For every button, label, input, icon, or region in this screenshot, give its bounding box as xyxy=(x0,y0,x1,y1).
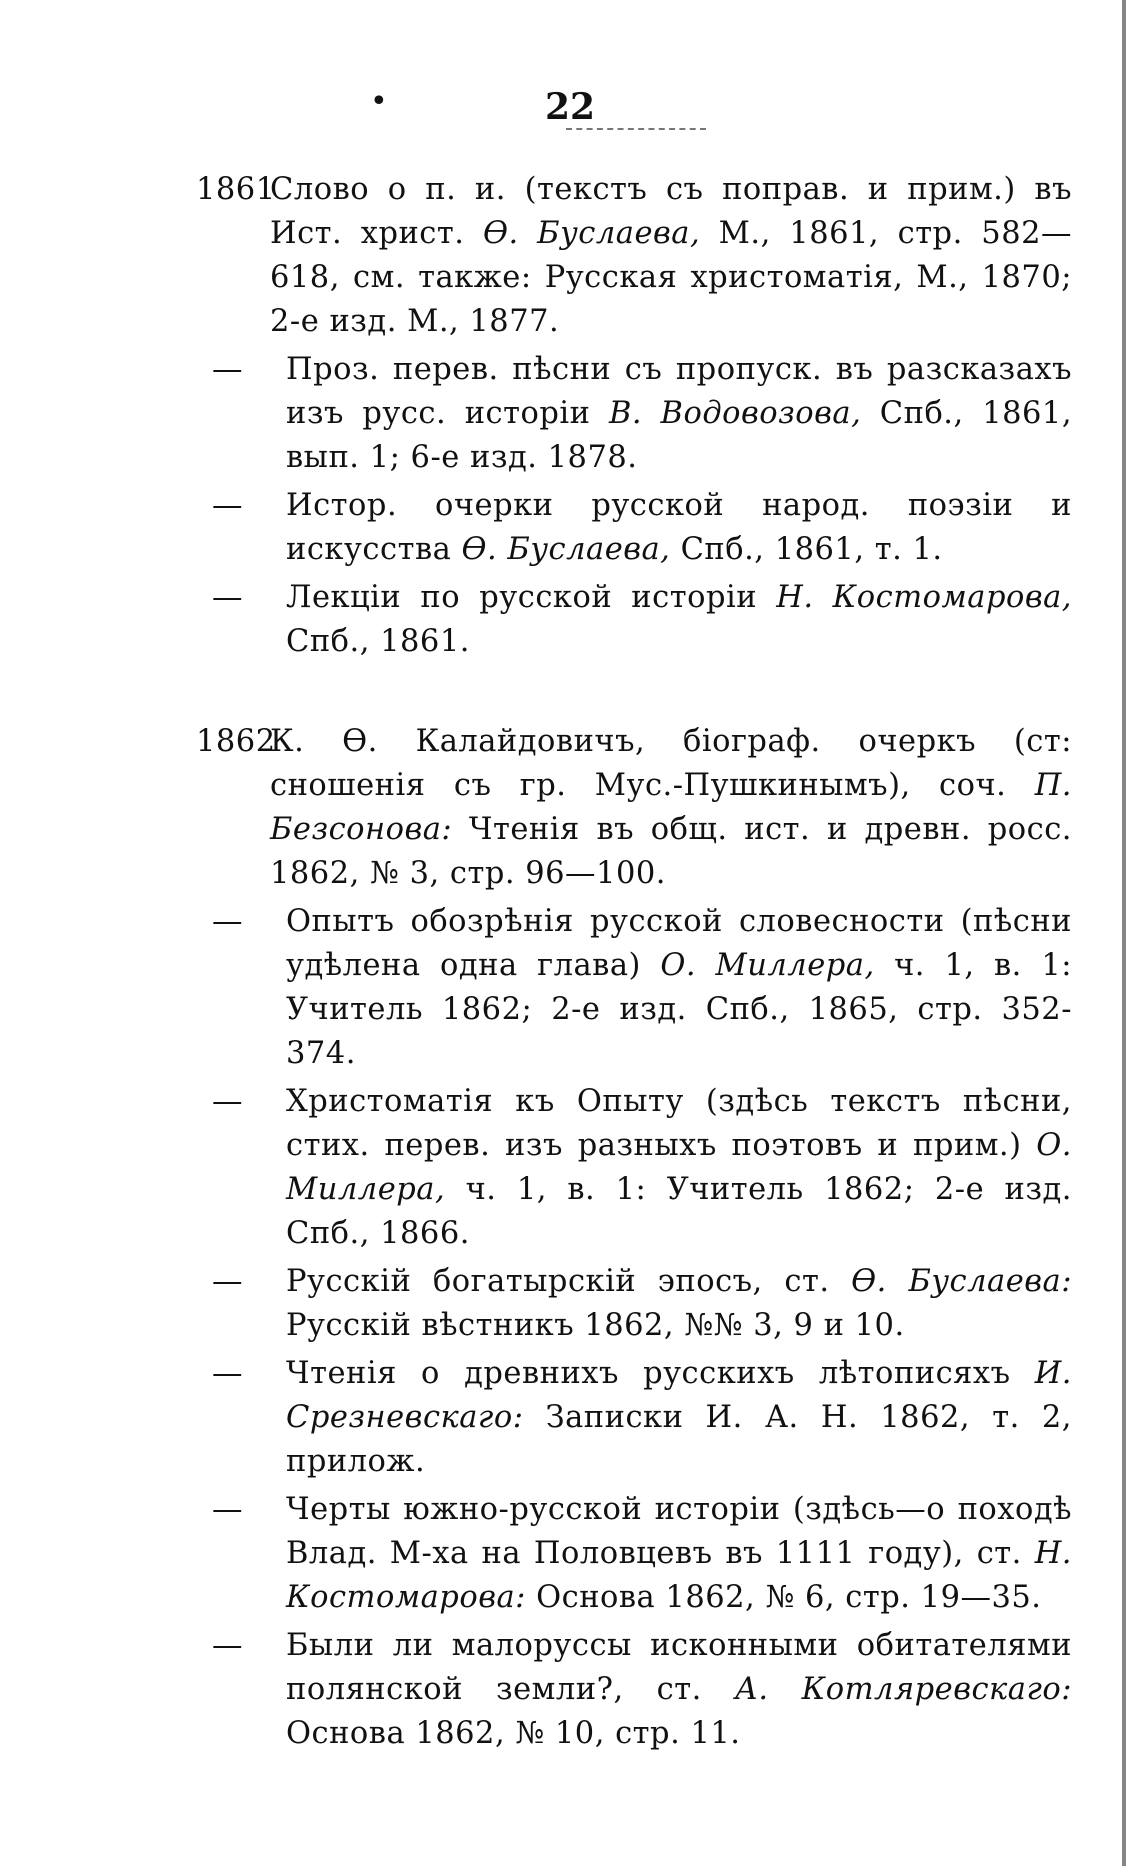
entry-dash: — xyxy=(212,488,243,523)
entry-segment: Основа 1862, № 6, стр. 19—35. xyxy=(525,1580,1042,1615)
entry-author: Ѳ. Буслаева: xyxy=(851,1264,1072,1299)
entry-segment: Были ли малоруссы исконными обитателями полянской земли?, ст. xyxy=(286,1628,1072,1707)
entry-segment: Русскій богатырскій эпосъ, ст. xyxy=(286,1264,852,1299)
entry-segment: М., 1861, стр. 582—618, см. также: Русская христоматія, М., 1870; 2-е изд. М., 1877. xyxy=(270,216,1073,339)
entry-segment: Проз. перев. пѣсни съ пропуск. въ разсказахъ изъ русс. исторіи xyxy=(286,352,1072,431)
entry-author: И. Срезневскаго: xyxy=(286,1356,1072,1435)
entry-segment: Опытъ обозрѣнія русской словесности (пѣсни удѣлена одна глава) xyxy=(286,904,1072,983)
entry-dash: — xyxy=(212,352,243,387)
entry-author: О. Миллера, xyxy=(286,1128,1072,1207)
bibliography-entry xyxy=(196,348,1072,480)
scan-edge xyxy=(1122,0,1126,1866)
entry-dash: — xyxy=(212,1356,243,1391)
entry-segment: Чтенія въ общ. ист. и древн. росс. 1862, № 3, стр. 96—100. xyxy=(270,812,1072,891)
header-rule xyxy=(566,128,706,130)
entry-author: Ѳ. Буслаева, xyxy=(461,532,671,567)
entry-segment: Записки И. А. Н. 1862, т. 2, прилож. xyxy=(286,1400,1072,1479)
page-dot: • xyxy=(370,84,388,119)
entry-segment: Христоматія къ Опыту (здѣсь текстъ пѣсни, стих. перев. изъ разныхъ поэтовъ и прим.) xyxy=(286,1084,1072,1163)
entry-text xyxy=(286,1488,1072,1620)
entry-author: Н. Костомарова: xyxy=(286,1536,1072,1615)
entry-text xyxy=(286,1260,1072,1348)
bibliography-entry xyxy=(196,576,1072,664)
entry-author: О. Миллера, xyxy=(660,948,875,983)
bibliography-entry xyxy=(196,168,1072,344)
entry-segment: Спб., 1861. xyxy=(286,624,470,659)
entry-text xyxy=(286,1080,1072,1256)
entry-segment: Спб., 1861, т. 1. xyxy=(670,532,943,567)
entry-segment: К. Ѳ. Калайдовичъ, біограф. очеркъ (ст: сношенія съ гр. Мус.-Пушкинымъ), соч. xyxy=(270,724,1072,803)
entry-dash: — xyxy=(212,1084,243,1119)
entry-text xyxy=(286,1352,1072,1484)
entry-text xyxy=(286,900,1072,1076)
entry-text xyxy=(286,484,1072,572)
entry-text xyxy=(270,720,1072,896)
entry-segment: Чтенія о древнихъ русскихъ лѣтописяхъ xyxy=(286,1356,1035,1391)
entry-year: 1862 xyxy=(196,724,276,759)
entry-segment: Черты южно-русской исторіи (здѣсь—о походѣ Влад. М-ха на Половцевъ въ 1111 году), ст. xyxy=(286,1492,1072,1571)
bibliography-entry xyxy=(196,1080,1072,1256)
bibliography-list xyxy=(196,168,1072,1756)
page-number: 22 xyxy=(544,86,596,128)
entry-dash: — xyxy=(212,1264,243,1299)
bibliography-entry xyxy=(196,1624,1072,1756)
entry-segment: Истор. очерки русской народ. поэзіи и искусства xyxy=(286,488,1072,567)
bibliography-entry xyxy=(196,484,1072,572)
entry-author: В. Водовозова, xyxy=(608,396,862,431)
entry-author: А. Котляревскаго: xyxy=(734,1672,1072,1707)
entry-text xyxy=(286,348,1072,480)
entry-author: П. Безсонова: xyxy=(270,768,1072,847)
bibliography-entry xyxy=(196,1260,1072,1348)
entry-segment: Лекціи по русской исторіи xyxy=(286,580,777,615)
entry-segment: ч. 1, в. 1: Учитель 1862; 2-е изд. Спб., 1866. xyxy=(286,1172,1072,1251)
bibliography-entry xyxy=(196,1488,1072,1620)
entry-segment: Русскій вѣстникъ 1862, №№ 3, 9 и 10. xyxy=(286,1308,905,1343)
entry-dash: — xyxy=(212,1492,243,1527)
entry-segment: Слово о п. и. (текстъ съ поправ. и прим.) въ Ист. христ. xyxy=(270,172,1072,251)
bibliography-entry xyxy=(196,720,1072,896)
entry-dash: — xyxy=(212,1628,243,1663)
entry-author: Ѳ. Буслаева, xyxy=(482,216,701,251)
entry-segment: Основа 1862, № 10, стр. 11. xyxy=(286,1716,741,1751)
entry-dash: — xyxy=(212,904,243,939)
entry-year: 1861 xyxy=(196,172,276,207)
entry-dash: — xyxy=(212,580,243,615)
entry-text xyxy=(286,576,1072,664)
bibliography-entry xyxy=(196,1352,1072,1484)
entry-segment: Спб., 1861, вып. 1; 6-е изд. 1878. xyxy=(286,396,1073,475)
bibliography-entry xyxy=(196,900,1072,1076)
entry-text xyxy=(270,168,1072,344)
entry-text xyxy=(286,1624,1072,1756)
entry-segment: ч. 1, в. 1: Учитель 1862; 2-е изд. Спб., 1865, стр. 352- 374. xyxy=(286,948,1072,1071)
entry-author: Н. Костомарова, xyxy=(776,580,1073,615)
